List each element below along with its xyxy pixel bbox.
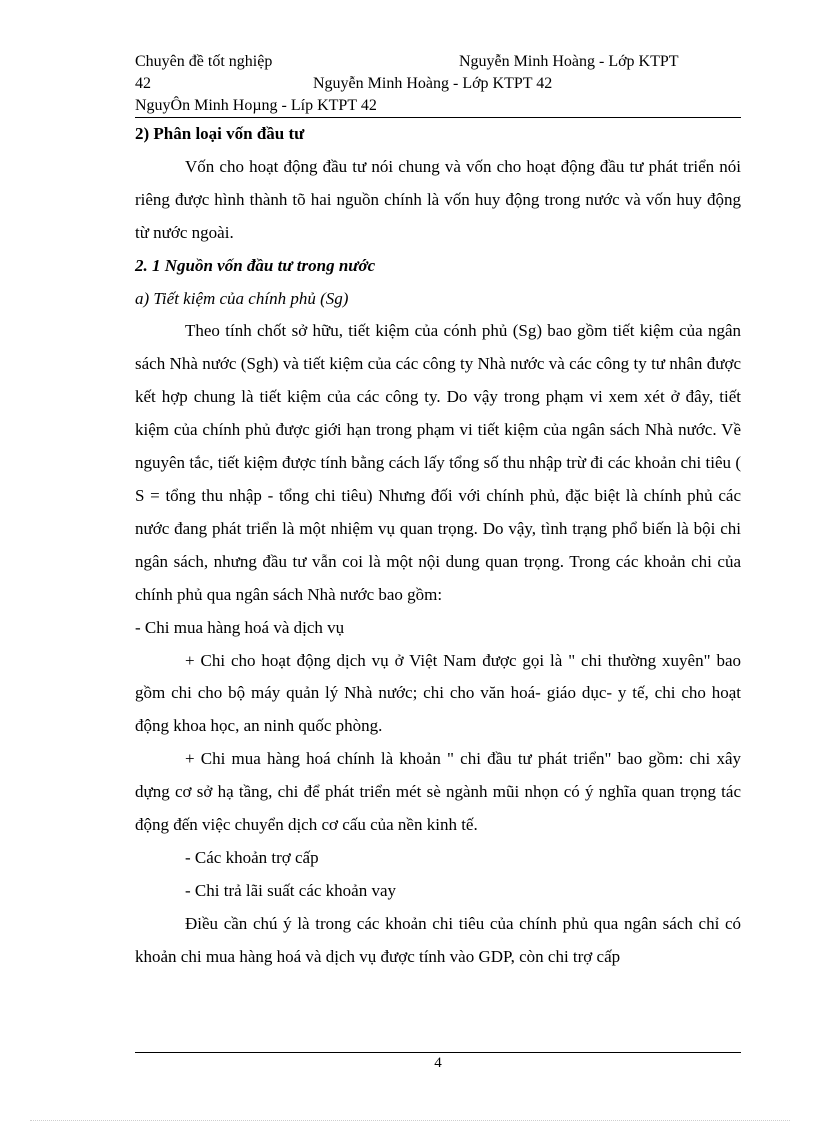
intro-paragraph: Vốn cho hoạt động đầu tư nói chung và vốn cho hoạt động đầu tư phát triển nói riêng được hình thành tõ hai nguồn chính là vốn huy động trong nước và vốn huy động từ nước ngoài. [135,156,741,242]
paragraph-savings: Theo tính chốt sở hữu, tiết kiệm của cónh phủ (Sg) bao gồm tiết kiệm của ngân sách Nhà nước (Sgh) và tiết kiệm của các công ty Nhà nước và các công ty tư nhân được kết hợp chung là tiết kiệm của các công ty. Do vậy trong phạm vi xem xét ở đây, tiết kiệm của chính phủ được giới hạn trong phạm vi tiết kiệm của ngân sách Nhà nước. Về nguyên tắc, tiết kiệm được tính bằng cách lấy tổng số thu nhập trừ đi các khoản chi tiêu ( S = tổng thu nhập - tổng chi tiêu) Nhưng đối với chính phủ, đặc biệt là chính phủ các nước đang phát triển là một nhiệm vụ quan trọng. Do vậy, tình trạng phổ biến là bội chi ngân sách, nhưng đầu tư vẫn coi là một nội dung quan trọng. Trong các khoản chi của chính phủ qua ngân sách Nhà nước bao gồm: [135,321,741,604]
plus-recurrent-spending: + Chi cho hoạt động dịch vụ ở Việt Nam được gọi là " chi thường xuyên" bao gồm chi cho bộ máy quản lý Nhà nước; chi cho văn hoá- giáo dục- y tế, chi cho hoạt động khoa học, an ninh quốc phòng. [135,650,741,736]
header-class-number: 42 [135,75,151,92]
bullet-purchases: - Chi mua hàng hoá và dịch vụ [135,617,345,637]
footer-divider [135,1052,741,1053]
section-title: 2) Phân loại vốn đầu tư [135,124,305,143]
item-a-title: a) Tiết kiệm của chính phủ (Sg) [135,288,349,308]
subsection-title: 2. 1 Nguồn vốn đầu tư trong nước [135,255,376,275]
header-author-garbled: NguyÔn Minh Hoµng - Líp KTPT 42 [135,97,377,114]
page-edge-dots [30,1120,790,1121]
paragraph-gdp-note: Điều cần chú ý là trong các khoản chi tiêu của chính phủ qua ngân sách chỉ có khoản chi mua hàng hoá và dịch vụ được tính vào GDP, còn chi trợ cấp [135,913,741,966]
header-author-repeat: Nguyễn Minh Hoàng - Lớp KTPT 42 [313,75,553,92]
page-number: 4 [434,1055,442,1071]
bullet-subsidies: - Các khoản trợ cấp [185,847,319,867]
bullet-interest: - Chi trả lãi suất các khoản vay [185,880,397,900]
plus-investment-spending: + Chi mua hàng hoá chính là khoản " chi đầu tư phát triển" bao gồm: chi xây dựng cơ sở hạ tầng, chi để phát triển mét sè ngành mũi nhọn có ý nghĩa quan trọng tác động đến việc chuyển dịch cơ cấu của nền kinh tế. [135,749,741,835]
document-body [135,118,741,974]
header-author: Nguyễn Minh Hoàng - Lớp KTPT [459,53,679,70]
header-title: Chuyên đề tốt nghiệp [135,53,273,70]
